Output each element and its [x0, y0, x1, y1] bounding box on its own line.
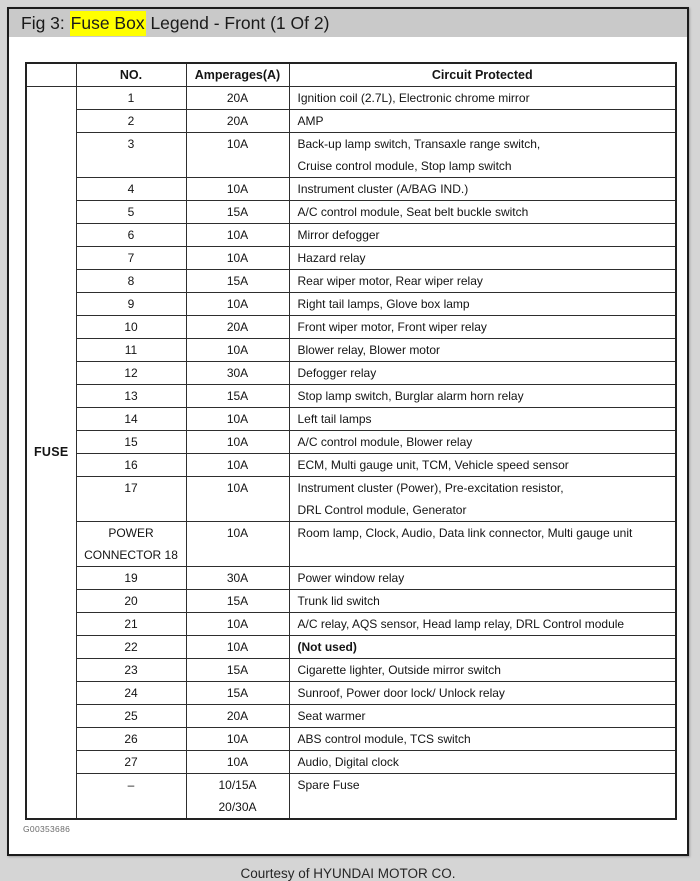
cell-no: [76, 476, 186, 521]
cell-amp: [186, 681, 289, 704]
cell-circuit-line: Stop lamp switch, Burglar alarm horn relay: [297, 388, 524, 403]
table-row: [26, 681, 676, 704]
cell-no-line: 13: [124, 388, 138, 403]
cell-circuit-line: A/C relay, AQS sensor, Head lamp relay, DRL Control module: [297, 616, 625, 631]
cell-circuit-line: Seat warmer: [297, 708, 366, 723]
table-row: [26, 200, 676, 223]
cell-no: [76, 315, 186, 338]
cell-no: [76, 109, 186, 132]
cell-amp: [186, 453, 289, 476]
cell-amp-line: 15A: [226, 388, 249, 403]
cell-circuit-line: (Not used): [297, 639, 357, 654]
cell-circuit-line: Right tail lamps, Glove box lamp: [297, 296, 470, 311]
cell-amp-line: 10A: [226, 480, 249, 495]
cell-no: [76, 773, 186, 819]
cell-circuit-line: Audio, Digital clock: [297, 754, 399, 769]
cell-no-line: –: [127, 777, 135, 792]
cell-no-line: 24: [124, 685, 138, 700]
cell-no-line: 8: [127, 273, 135, 288]
cell-no-line: 2: [127, 113, 135, 128]
courtesy-line: Courtesy of HYUNDAI MOTOR CO.: [240, 865, 456, 881]
cell-amp: [186, 750, 289, 773]
table-row: [26, 361, 676, 384]
cell-circuit: [289, 566, 676, 589]
cell-no: [76, 246, 186, 269]
table-row: [26, 292, 676, 315]
cell-amp-line: 10A: [226, 525, 249, 540]
table-row: [26, 521, 676, 566]
table-row: [26, 612, 676, 635]
table-row: [26, 430, 676, 453]
cell-no: [76, 453, 186, 476]
cell-circuit-line: Instrument cluster (A/BAG IND.): [297, 181, 469, 196]
cell-amp-line: 10A: [226, 616, 249, 631]
cell-no-line: 4: [127, 181, 135, 196]
cell-no: [76, 269, 186, 292]
fuse-table-header: [26, 63, 676, 86]
cell-no-line: 17: [124, 480, 138, 495]
cell-no: [76, 589, 186, 612]
cell-no: [76, 750, 186, 773]
cell-circuit: [289, 109, 676, 132]
column-header-no: NO.: [76, 63, 186, 86]
table-row: [26, 589, 676, 612]
cell-circuit: [289, 476, 676, 521]
cell-no-line: 7: [127, 250, 135, 265]
cell-amp: [186, 704, 289, 727]
cell-no-line: 19: [124, 570, 138, 585]
cell-amp-line: 10A: [226, 754, 249, 769]
cell-circuit-line: A/C control module, Blower relay: [297, 434, 473, 449]
table-row: [26, 246, 676, 269]
cell-circuit: [289, 612, 676, 635]
cell-circuit: [289, 200, 676, 223]
column-header-amperages: Amperages(A): [186, 63, 289, 86]
table-row: [26, 315, 676, 338]
search-highlight: Fuse Box: [70, 11, 146, 36]
table-row: [26, 750, 676, 773]
cell-amp: [186, 612, 289, 635]
cell-no: [76, 566, 186, 589]
cell-circuit: [289, 269, 676, 292]
fuse-table: [25, 62, 677, 820]
cell-amp-line: 10A: [226, 181, 249, 196]
cell-circuit-line: Front wiper motor, Front wiper relay: [297, 319, 487, 334]
table-row: [26, 704, 676, 727]
cell-amp: [186, 246, 289, 269]
cell-amp: [186, 407, 289, 430]
cell-circuit: [289, 292, 676, 315]
cell-circuit-line: Defogger relay: [297, 365, 377, 380]
cell-circuit-line: A/C control module, Seat belt buckle switch: [297, 204, 529, 219]
cell-amp-line: 10A: [226, 136, 249, 151]
cell-amp-line: 20A: [226, 113, 249, 128]
table-row: [26, 384, 676, 407]
table-row: [26, 132, 676, 177]
cell-circuit-line: Blower relay, Blower motor: [297, 342, 440, 357]
cell-no: [76, 86, 186, 109]
cell-circuit-line: Power window relay: [297, 570, 405, 585]
cell-no: [76, 407, 186, 430]
cell-circuit-line: ECM, Multi gauge unit, TCM, Vehicle speed sensor: [297, 457, 569, 472]
cell-amp-line: 10A: [226, 296, 249, 311]
cell-amp: [186, 177, 289, 200]
corner-header-cell: [26, 63, 76, 86]
cell-amp: [186, 315, 289, 338]
cell-no: [76, 361, 186, 384]
table-row: [26, 773, 676, 819]
cell-amp-line: 20/30A: [218, 799, 257, 814]
cell-amp: [186, 430, 289, 453]
cell-circuit-line: Left tail lamps: [297, 411, 372, 426]
figure-title-suffix: Legend - Front (1 Of 2): [145, 12, 330, 33]
cell-no-line: 14: [124, 411, 138, 426]
figure-title-bar: [9, 9, 687, 37]
cell-no-line: 12: [124, 365, 138, 380]
cell-no: [76, 223, 186, 246]
cell-amp-line: 10A: [226, 411, 249, 426]
cell-circuit: [289, 132, 676, 177]
cell-no: [76, 200, 186, 223]
cell-amp: [186, 223, 289, 246]
document-frame: [7, 7, 689, 881]
cell-circuit: [289, 750, 676, 773]
cell-amp: [186, 476, 289, 521]
table-row: [26, 727, 676, 750]
cell-circuit-line: DRL Control module, Generator: [297, 502, 467, 517]
cell-amp-line: 10A: [226, 434, 249, 449]
cell-circuit: [289, 727, 676, 750]
table-row: [26, 338, 676, 361]
cell-no: [76, 177, 186, 200]
table-row: [26, 177, 676, 200]
cell-circuit-line: Rear wiper motor, Rear wiper relay: [297, 273, 483, 288]
cell-circuit-line: Cigarette lighter, Outside mirror switch: [297, 662, 501, 677]
cell-no: [76, 612, 186, 635]
cell-circuit: [289, 407, 676, 430]
cell-circuit: [289, 246, 676, 269]
cell-amp-line: 10/15A: [218, 777, 257, 792]
table-row: [26, 109, 676, 132]
cell-no: [76, 292, 186, 315]
cell-amp: [186, 269, 289, 292]
cell-amp: [186, 521, 289, 566]
cell-circuit: [289, 658, 676, 681]
cell-amp: [186, 109, 289, 132]
cell-circuit: [289, 773, 676, 819]
cell-circuit-line: Instrument cluster (Power), Pre-excitation resistor,: [297, 480, 564, 495]
table-row: [26, 453, 676, 476]
cell-circuit: [289, 704, 676, 727]
cell-no-line: 23: [124, 662, 138, 677]
cell-no-line: 3: [127, 136, 135, 151]
cell-amp-line: 10A: [226, 342, 249, 357]
cell-circuit-line: Sunroof, Power door lock/ Unlock relay: [297, 685, 505, 700]
cell-amp-line: 20A: [226, 708, 249, 723]
cell-amp-line: 30A: [226, 570, 249, 585]
cell-circuit: [289, 338, 676, 361]
cell-no-line: 11: [124, 342, 138, 357]
cell-no: [76, 430, 186, 453]
cell-no-line: 5: [127, 204, 135, 219]
cell-amp: [186, 773, 289, 819]
table-row: [26, 476, 676, 521]
cell-amp-line: 15A: [226, 593, 249, 608]
cell-amp-line: 10A: [226, 639, 249, 654]
cell-no: [76, 132, 186, 177]
figure-code: G00353686: [23, 823, 71, 834]
header-row: [26, 63, 676, 86]
cell-no-line: 6: [127, 227, 135, 242]
cell-amp: [186, 200, 289, 223]
cell-no-line: 25: [124, 708, 138, 723]
cell-amp: [186, 132, 289, 177]
cell-circuit: [289, 635, 676, 658]
cell-no-line: 15: [124, 434, 138, 449]
cell-circuit: [289, 430, 676, 453]
cell-circuit: [289, 589, 676, 612]
cell-amp: [186, 589, 289, 612]
cell-circuit: [289, 453, 676, 476]
cell-circuit-line: Mirror defogger: [297, 227, 380, 242]
cell-amp: [186, 635, 289, 658]
cell-no-line: 21: [124, 616, 138, 631]
table-row: [26, 407, 676, 430]
cell-no: [76, 635, 186, 658]
cell-no-line: 9: [127, 296, 135, 311]
cell-no-line: 10: [124, 319, 138, 334]
cell-circuit: [289, 315, 676, 338]
cell-circuit: [289, 223, 676, 246]
cell-circuit-line: Back-up lamp switch, Transaxle range switch,: [297, 136, 541, 151]
cell-no-line: 27: [124, 754, 138, 769]
table-row: [26, 269, 676, 292]
cell-amp-line: 20A: [226, 319, 249, 334]
cell-circuit: [289, 521, 676, 566]
fuse-table-body: [26, 86, 676, 819]
table-row: [26, 635, 676, 658]
row-group-label: FUSE: [26, 86, 76, 819]
cell-amp-line: 10A: [226, 457, 249, 472]
cell-no: [76, 521, 186, 566]
cell-circuit-line: ABS control module, TCS switch: [297, 731, 471, 746]
cell-no-line: 26: [124, 731, 138, 746]
table-row: [26, 223, 676, 246]
cell-amp-line: 15A: [226, 685, 249, 700]
cell-amp: [186, 361, 289, 384]
cell-amp: [186, 86, 289, 109]
column-header-circuit: Circuit Protected: [289, 63, 676, 86]
cell-no: [76, 681, 186, 704]
table-row: [26, 86, 676, 109]
cell-amp-line: 20A: [226, 90, 249, 105]
cell-amp: [186, 384, 289, 407]
cell-circuit-line: Trunk lid switch: [297, 593, 380, 608]
cell-circuit: [289, 86, 676, 109]
cell-circuit-line: AMP: [297, 113, 324, 128]
cell-amp-line: 15A: [226, 662, 249, 677]
cell-amp-line: 15A: [226, 204, 249, 219]
cell-amp-line: 30A: [226, 365, 249, 380]
cell-amp-line: 10A: [226, 731, 249, 746]
table-row: [26, 658, 676, 681]
cell-no: [76, 384, 186, 407]
cell-amp: [186, 566, 289, 589]
cell-circuit: [289, 384, 676, 407]
cell-amp: [186, 292, 289, 315]
cell-no-line: CONNECTOR 18: [84, 547, 178, 562]
cell-amp: [186, 727, 289, 750]
cell-circuit: [289, 361, 676, 384]
cell-circuit-line: Spare Fuse: [297, 777, 360, 792]
cell-no-line: 1: [127, 90, 135, 105]
cell-amp-line: 10A: [226, 227, 249, 242]
table-row: [26, 566, 676, 589]
figure-title-prefix: Fig 3:: [21, 12, 70, 33]
cell-no-line: 20: [124, 593, 138, 608]
cell-amp-line: 15A: [226, 273, 249, 288]
cell-no-line: 22: [124, 639, 138, 654]
cell-no: [76, 658, 186, 681]
cell-circuit-line: Cruise control module, Stop lamp switch: [297, 158, 512, 173]
cell-no: [76, 727, 186, 750]
cell-no-line: POWER: [108, 525, 154, 540]
cell-no-line: 16: [124, 457, 138, 472]
cell-amp: [186, 658, 289, 681]
cell-amp: [186, 338, 289, 361]
cell-circuit-line: Hazard relay: [297, 250, 366, 265]
cell-circuit: [289, 177, 676, 200]
cell-circuit-line: Room lamp, Clock, Audio, Data link connector, Multi gauge unit: [297, 525, 633, 540]
cell-circuit: [289, 681, 676, 704]
cell-no: [76, 338, 186, 361]
cell-amp-line: 10A: [226, 250, 249, 265]
cell-circuit-line: Ignition coil (2.7L), Electronic chrome mirror: [297, 90, 530, 105]
cell-no: [76, 704, 186, 727]
